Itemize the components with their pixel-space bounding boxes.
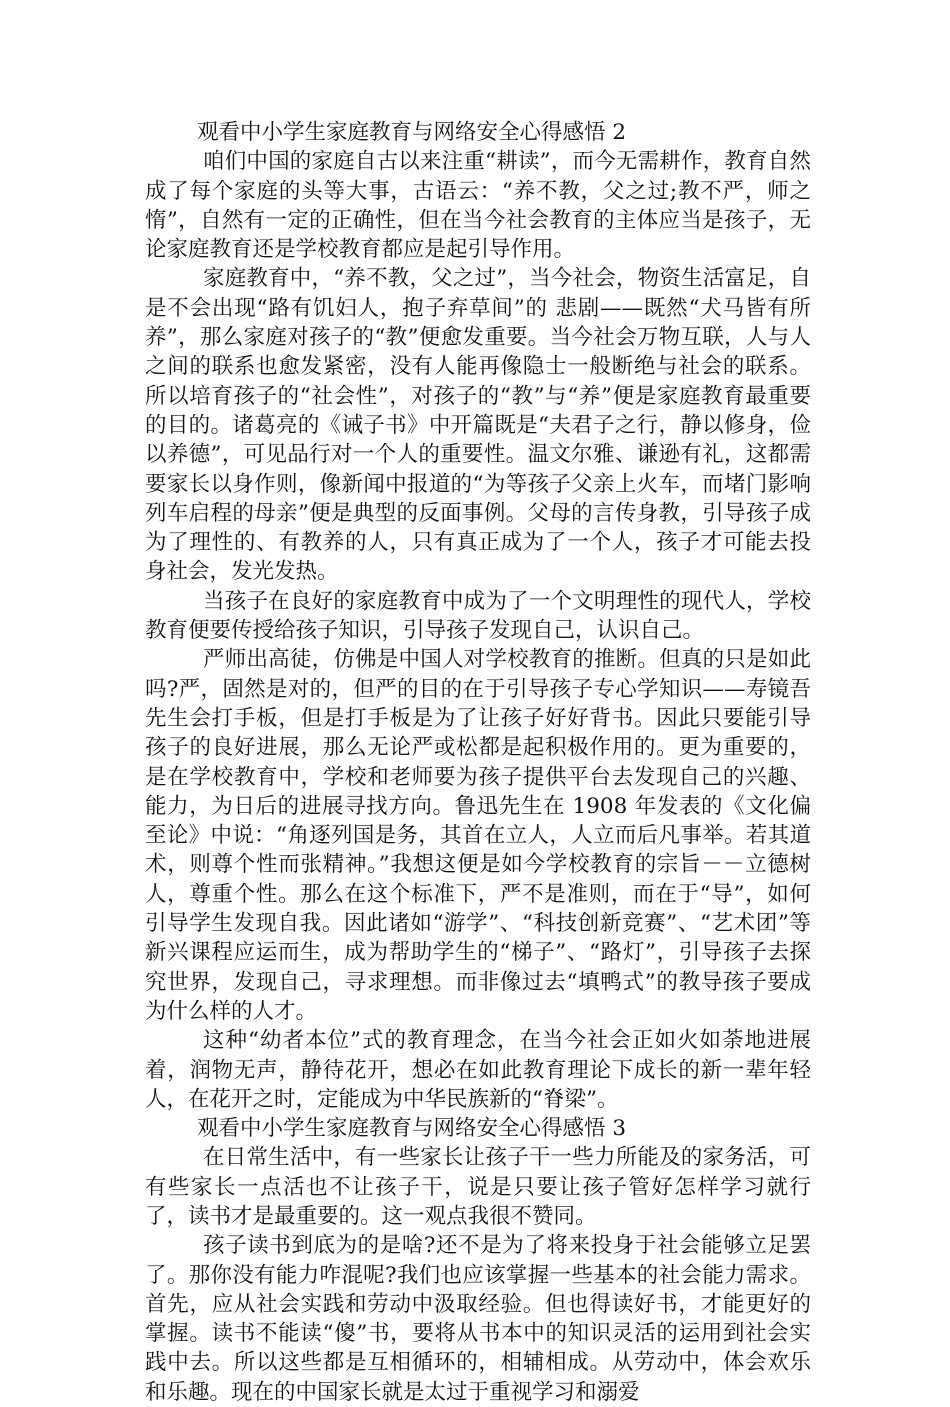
paragraph: 当孩子在良好的家庭教育中成为了一个文明理性的现代人，学校教育便要传授给孩子知识，引导孩子发现自己，认识自己。 [145,588,811,644]
paragraph: 孩子读书到底为的是啥?还不是为了将来投身于社会能够立足罢了。那你没有能力咋混呢?我们也应该掌握一些基本的社会能力需求。首先，应从社会实践和劳动中汲取经验。但也得读好书，才能更好的掌握。读书不能读“傻”书，要将从书本中的知识灵活的运用到社会实践中去。所以这些都是互相循环的，相辅相成。从劳动中，体会欢乐和乐趣。现在的中国家长就是太过于重视学习和溺爱 [145,1233,811,1405]
section-title-2: 观看中小学生家庭教育与网络安全心得感悟 2 [197,120,627,145]
paragraph: 咱们中国的家庭自古以来注重“耕读”，而今无需耕作，教育自然成了每个家庭的头等大事，古语云：“养不教，父之过;教不严，师之惰”，自然有一定的正确性，但在当今社会教育的主体应当是孩子，无论家庭教育还是学校教育都应是起引导作用。 [145,149,811,263]
paragraph: 家庭教育中，“养不教，父之过”，当今社会，物资生活富足，自是不会出现“路有饥妇人，抱子弃草间”的 悲剧——既然“犬马皆有所养”，那么家庭对孩子的“教”便愈发重要。当今社会万物互联，人与人之间的联系也愈发紧密，没有人能再像隐士一般断绝与社会的联系。所以培育孩子的“社会性”，对孩子的“教”与“养”便是家庭教育最重要的目的。诸葛亮的《诫子书》中开篇既是“夫君子之行，静以修身，俭以养德”，可见品行对一个人的重要性。温文尔雅、谦逊有礼，这都需要家长以身作则，像新闻中报道的“为等孩子父亲上火车，而堵门影响列车启程的母亲”便是典型的反面事例。父母的言传身教，引导孩子成为了理性的、有教养的人，只有真正成为了一个人，孩子才可能去投身社会，发光发热。 [145,266,811,585]
document-body [145,118,811,1407]
section-title-3: 观看中小学生家庭教育与网络安全心得感悟 3 [197,1116,627,1142]
paragraph: 在日常生活中，有一些家长让孩子干一些力所能及的家务活，可有些家长一点活也不让孩子干，说是只要让孩子管好怎样学习就行了，读书才是最重要的。这一观点我很不赞同。 [145,1145,811,1229]
paragraph: 严师出高徒，仿佛是中国人对学校教育的推断。但真的只是如此吗?严，固然是对的，但严的目的在于引导孩子专心学知识——寿镜吾先生会打手板，但是打手板是为了让孩子好好背书。因此只要能引导孩子的良好进展，那么无论严或松都是起积极作用的。更为重要的，是在学校教育中，学校和老师要为孩子提供平台去发现自己的兴趣、能力，为日后的进展寻找方向。鲁迅先生在 1908 年发表的《文化偏至论》中说：“角逐列国是务，其首在立人，人立而后凡事举。若其道术，则尊个性而张精神。”我想这便是如今学校教育的宗旨－－立德树人，尊重个性。那么在这个标准下，严不是准则，而在于“导”，如何引导学生发现自我。因此诸如“游学”、“科技创新竞赛”、“艺术团”等新兴课程应运而生，成为帮助学生的“梯子”、“路灯”，引导孩子去探究世界，发现自己，寻求理想。而非像过去“填鸭式”的教导孩子要成为什么样的人才。 [145,647,811,1024]
paragraph: 这种“幼者本位”式的教育理念，在当今社会正如火如荼地进展着，润物无声，静待花开，想必在如此教育理论下成长的新一辈年轻人，在花开之时，定能成为中华民族新的“脊梁”。 [145,1028,811,1112]
